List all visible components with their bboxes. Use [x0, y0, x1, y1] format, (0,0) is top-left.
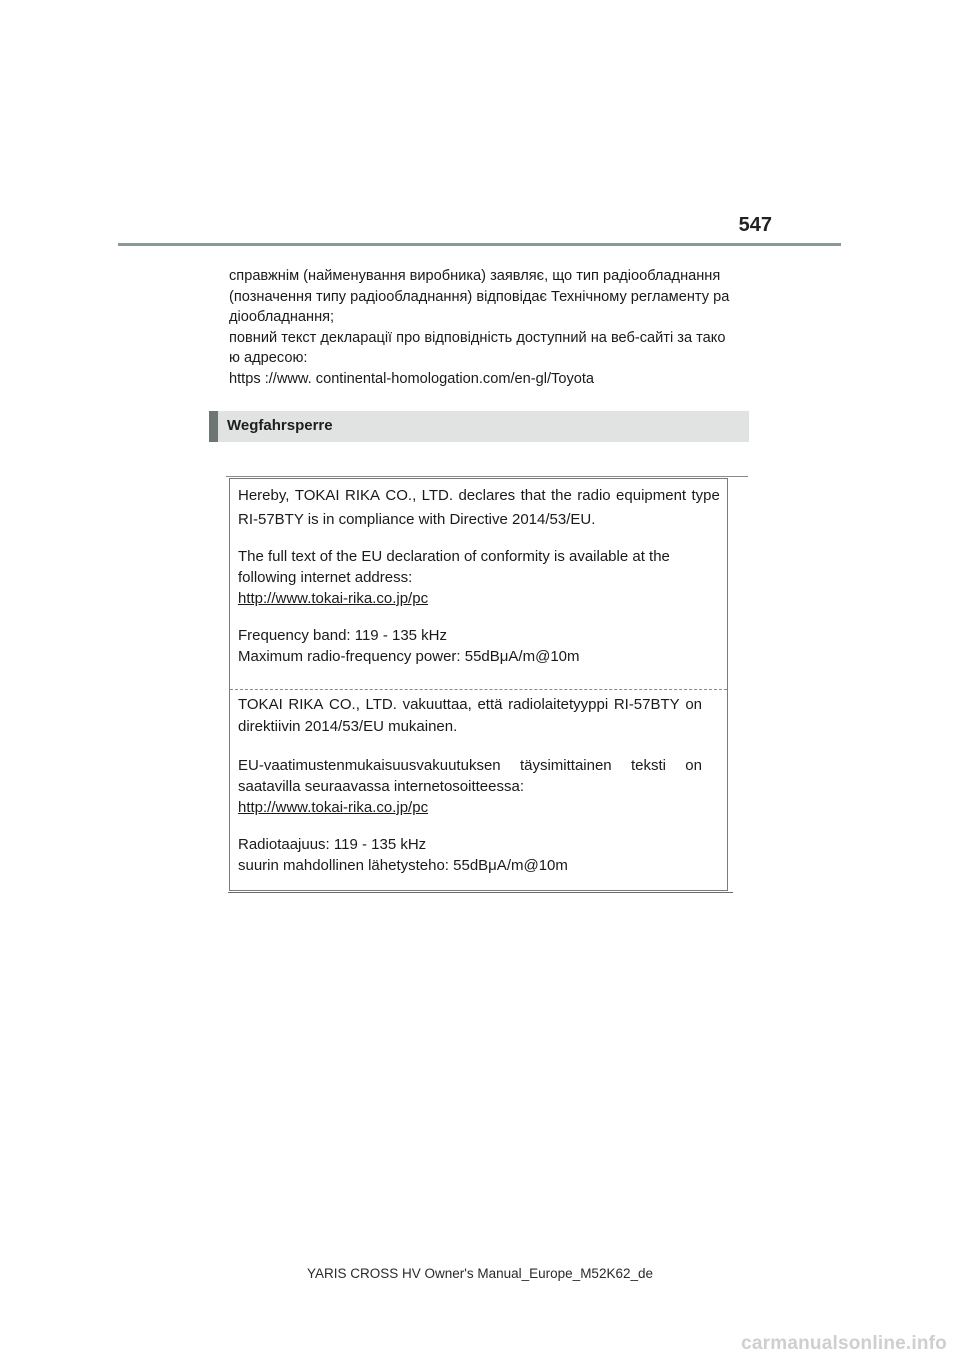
- section-header: [209, 411, 749, 442]
- word: EU-vaatimustenmukaisuusvakuutuksen: [238, 757, 501, 774]
- intro-line: справжнім (найменування виробника) заявляє, що тип радіообладнання: [229, 268, 721, 284]
- declaration-box-bottom-rule: [228, 892, 733, 893]
- word: declares: [458, 487, 516, 504]
- max-power: Maximum radio-frequency power: 55dBμA/m@10m: [238, 648, 580, 665]
- page-footer: YARIS CROSS HV Owner's Manual_Europe_M52K62_de: [307, 1266, 653, 1281]
- intro-line: повний текст декларації про відповідність доступний на веб-сайті за тако: [229, 329, 726, 346]
- page-number: 547: [738, 214, 772, 236]
- word: Hereby,: [238, 487, 290, 504]
- frequency-band: Radiotaajuus: 119 - 135 kHz: [238, 836, 427, 853]
- text-line: The full text of the EU declaration of conformity is available at the: [238, 548, 670, 565]
- word: type: [691, 487, 720, 504]
- site-watermark: carmanualsonline.info: [741, 1333, 947, 1354]
- text-line: RI-57BTY is in compliance with Directive 2014/53/EU.: [238, 511, 596, 528]
- section-title: Wegfahrsperre: [227, 417, 333, 434]
- tokai-rika-link[interactable]: http://www.tokai-rika.co.jp/pc: [238, 799, 429, 816]
- justified-line: [238, 485, 720, 506]
- word: CO.,: [385, 487, 417, 504]
- word: radio: [577, 487, 611, 504]
- word: täysimittainen: [519, 757, 612, 774]
- word: että: [477, 696, 503, 713]
- text-line: direktiivin 2014/53/EU mukainen.: [238, 718, 458, 735]
- max-power: suurin mahdollinen lähetysteho: 55dBμA/m@10m: [238, 857, 568, 874]
- intro-line: ю адресою:: [229, 350, 308, 366]
- justified-line: [238, 755, 702, 776]
- declaration-box: [229, 478, 728, 891]
- word: teksti: [630, 757, 666, 774]
- word: TOKAI: [294, 487, 340, 504]
- word: vakuuttaa,: [402, 696, 472, 713]
- word: LTD.: [421, 487, 454, 504]
- tokai-rika-link[interactable]: http://www.tokai-rika.co.jp/pc: [238, 590, 429, 607]
- word: LTD.: [365, 696, 397, 713]
- text-line: following internet address:: [238, 569, 413, 586]
- intro-line: діообладнання;: [229, 309, 335, 325]
- language-divider: [230, 689, 727, 690]
- word: equipment: [616, 487, 687, 504]
- intro-url: https ://www. continental-homologation.com/en-gl/Toyota: [229, 370, 595, 387]
- intro-paragraph: [229, 266, 749, 389]
- word: RI-57BTY: [613, 696, 680, 713]
- word: on: [685, 696, 702, 713]
- word: RIKA: [288, 696, 324, 713]
- word: on: [685, 757, 702, 774]
- word: the: [551, 487, 572, 504]
- frequency-band: Frequency band: 119 - 135 kHz: [238, 627, 448, 644]
- word: RIKA: [344, 487, 380, 504]
- intro-line: (позначення типу радіообладнання) відповідає Технічному регламенту ра: [229, 288, 730, 305]
- word: that: [520, 487, 546, 504]
- declaration-english: [238, 485, 720, 667]
- declaration-box-top-rule: [226, 476, 748, 477]
- declaration-finnish: [238, 694, 720, 876]
- word: CO.,: [329, 696, 360, 713]
- text-line: saatavilla seuraavassa internetosoitteessa:: [238, 778, 524, 795]
- justified-line: [238, 694, 702, 715]
- header-rule: [118, 243, 841, 246]
- word: TOKAI: [238, 696, 283, 713]
- word: radiolaitetyyppi: [508, 696, 609, 713]
